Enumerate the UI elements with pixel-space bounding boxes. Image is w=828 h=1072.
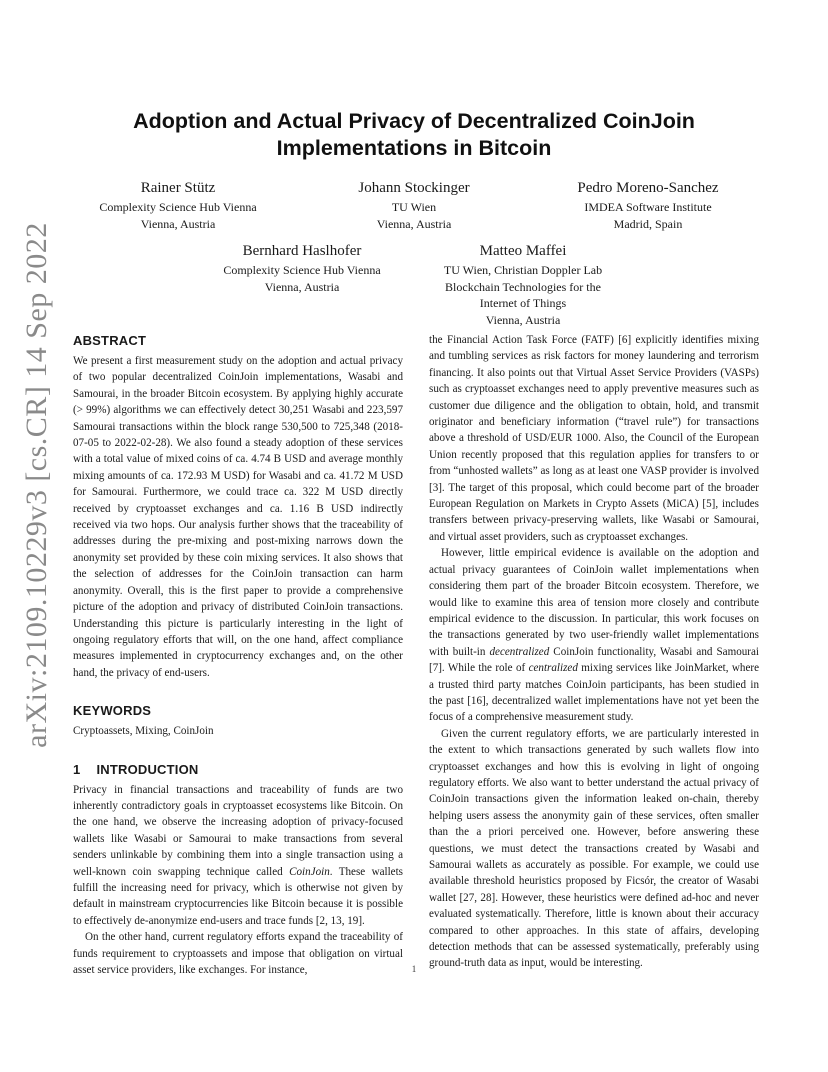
author-affiliation: TU Wien [391,200,437,214]
author-location: Madrid, Spain [613,216,683,231]
author-location: Vienna, Austria [485,312,561,327]
section-number: 1 [73,761,81,777]
introduction-paragraph-3: However, little empirical evidence is available on the adoption and actual privacy guarantees of CoinJoin wallet implementations when considering them part of the broader Bitcoin ecosystem. Therefore, we would like to examine this area of tension more closely and contribute empirical evidence to the discussion. In particular, this work focuses on the transactions generated by two user-friendly wallet implementations with built-in decentralized CoinJoin functionality, Wasabi and Samourai [7]. While the role of centralized mixing services like JoinMarket, where a trusted third party matches CoinJoin participants, has been studied in the past [16], decentralized wallet implementations have not yet been the focus of a comprehensive measurement study. [429,547,759,724]
introduction-paragraph-2-continued: the Financial Action Task Force (FATF) [6] explicitly identifies mixing and tumbling services as risk factors for money laundering and terrorism financing. It also points out that Virtual Asset Service Providers (VASPs) such as cryptoasset exchanges need to apply preventive measures such as customer due diligence and the obligation to obtain, hold, and transmit originator and beneficiary information (“travel rule”) for transactions above a threshold of USD/EUR 1000. Also, the Council of the European Union recently proposed that this regulation applies for transfers to or from “unhosted wallets” as long as at least one VASP provider is involved [3]. The target of this proposal, which could become part of the broader European Regulation on Markets in Crypto Assets (MiCA) [5], includes transfers between privacy-preserving wallets, like Wasabi or Samourai, and virtual asset providers, such as cryptoasset exchanges. [429,334,759,543]
introduction-paragraph-1: Privacy in financial transactions and traceability of funds are two inherently contradictory goals in cryptoasset ecosystems like Bitcoin. On the one hand, we observe the increasing adoption of privacy-focused wallets like Wasabi or Samourai to make transactions from several senders unlinkable by combining them into a single transaction using a well-known coin swapping technique called CoinJoin. These wallets fulfill the increasing need for privacy, which is otherwise not given by default in mainstream cryptocurrencies like Bitcoin because it is possible to effectively de-anonymize end-users and trace funds [2, 13, 19]. [73,783,403,927]
keywords-heading: KEYWORDS [73,703,152,719]
author-affiliation: Complexity Science Hub Vienna [223,263,381,277]
author-affiliation: TU Wien, Christian Doppler Lab [443,263,603,277]
abstract-text: We present a first measurement study on the adoption and actual privacy of two popular decentralized CoinJoin implementations, Wasabi and Samourai, in the broader Bitcoin ecosystem. By applying highly accurate (> 99%) algorithms we can effectively detect 30,251 Wasabi and 223,597 Samourai transactions within the block range 530,500 to 725,348 (2018-07-05 to 2022-02-28). We also found a steady adoption of these services with a total value of mixed coins of ca. 4.74 B USD and average monthly mixing amounts of ca. 172.93 M USD) for Wasabi and ca. 41.72 M USD for Samourai. Furthermore, we could trace ca. 322 M USD directly received by cryptoasset exchanges and ca. 1.16 B USD indirectly received via two hops. Our analysis further shows that the traceability of addresses during the pre-mixing and post-mixing narrows down the anonymity set provided by these coin mixing services. It also shows that the selection of addresses for the CoinJoin transaction can harm anonymity. Overall, this is the first paper to provide a comprehensive picture of the adoption and privacy of distributed CoinJoin transactions. Understanding this picture is particularly interesting in the light of ongoing regulatory efforts that will, on the one hand, affect compliance measures implemented in cryptocurrency exchanges and, on the other hand, the privacy of end-users. [73,355,403,679]
title-line-2: Implementations in Bitcoin [276,136,552,160]
abstract-heading: ABSTRACT [73,333,147,348]
left-column [73,333,403,978]
page-number: 1 [411,964,417,974]
title-line-1: Adoption and Actual Privacy of Decentralized CoinJoin [133,109,695,133]
author-affiliation-cont: Internet of Things [479,296,567,310]
author-block-stutz [73,178,283,232]
decentralized-term: decentralized [489,645,550,658]
author-name: Pedro Moreno-Sanchez [577,180,719,196]
author-block-haslhofer [197,241,407,295]
author-affiliation: Complexity Science Hub Vienna [99,200,257,214]
author-location: Vienna, Austria [140,216,216,231]
author-name: Johann Stockinger [358,180,470,196]
keywords-text: Cryptoassets, Mixing, CoinJoin [73,725,214,738]
author-location: Vienna, Austria [376,216,452,231]
author-affiliation: IMDEA Software Institute [584,200,712,214]
right-column [429,332,759,972]
introduction-heading [73,762,403,778]
author-affiliation-cont: Blockchain Technologies for the [445,279,601,294]
arxiv-identifier[interactable]: arXiv:2109.10229v3 [cs.CR] 14 Sep 2022 [20,222,54,748]
arxiv-side-stamp [20,222,54,748]
author-block-stockinger [309,178,519,232]
author-block-moreno-sanchez [538,178,758,232]
paper-title [90,108,738,162]
section-title: INTRODUCTION [96,761,199,777]
author-name: Matteo Maffei [479,243,567,259]
author-block-maffei [418,241,628,328]
author-name: Rainer Stütz [140,180,216,196]
introduction-paragraph-4: Given the current regulatory efforts, we are particularly interested in the extent to which transactions generated by such wallets flow into cryptoasset exchanges and how this is evolving in light of ongoing regulatory efforts. We also want to better understand the actual privacy of CoinJoin transactions given the information leaked on-chain, thereby helping users assess the anonymity gain of these services, often smaller than the a priori perceived one. However, before answering these questions, we must detect the transactions created by Wasabi and Samourai wallets as accurately as possible. For example, we could use available threshold heuristics proposed by Ficsór, the creator of Wasabi wallet [27, 28]. However, these heuristics were defined ad-hoc and never evaluated systematically. Therefore, little is known about their accuracy compared to other approaches. In this state of affairs, developing detection methods that can be assessed systematically, preferably using ground-truth data as input, would be interesting. [429,727,759,970]
author-location: Vienna, Austria [264,279,340,294]
author-name: Bernhard Haslhofer [242,243,362,259]
introduction-paragraph-2: On the other hand, current regulatory efforts expand the traceability of funds requirement to cryptoassets and impose that obligation on virtual asset service providers, like exchanges. For instance, [73,931,403,976]
coinjoin-term: CoinJoin [289,865,330,878]
centralized-term: centralized [528,662,578,675]
